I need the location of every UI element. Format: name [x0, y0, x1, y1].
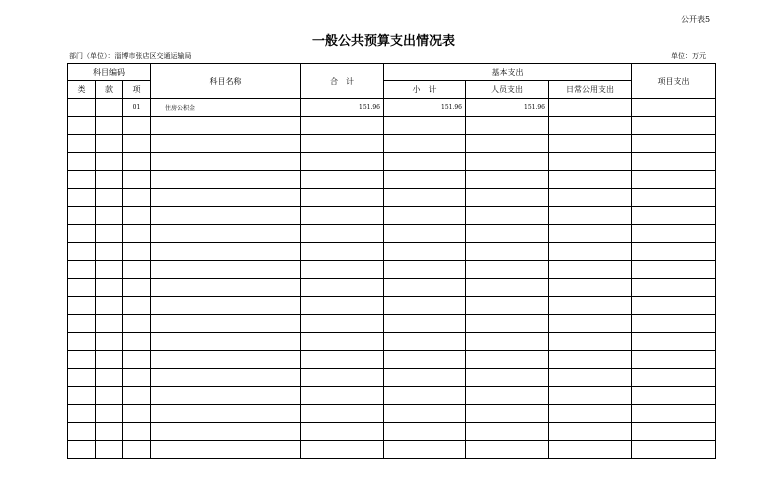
cell-public-expenditure: [549, 333, 632, 351]
cell-subject-name: [151, 297, 301, 315]
cell-kuan: [96, 261, 123, 279]
header-total: 合 计: [301, 64, 384, 99]
header-kuan: 款: [96, 81, 123, 99]
cell-personnel: [466, 225, 549, 243]
cell-subtotal: [384, 333, 466, 351]
cell-xiang: [123, 189, 151, 207]
table-row: [68, 207, 716, 225]
table-row: [68, 279, 716, 297]
cell-project-expenditure: [632, 315, 716, 333]
cell-project-expenditure: [632, 207, 716, 225]
cell-personnel: [466, 171, 549, 189]
cell-lei: [68, 351, 96, 369]
cell-kuan: [96, 279, 123, 297]
cell-project-expenditure: [632, 369, 716, 387]
cell-subtotal: [384, 387, 466, 405]
cell-public-expenditure: [549, 135, 632, 153]
cell-personnel: [466, 333, 549, 351]
header-code-group: 科目编码: [68, 64, 151, 81]
cell-xiang: [123, 387, 151, 405]
cell-project-expenditure: [632, 189, 716, 207]
cell-lei: [68, 315, 96, 333]
cell-public-expenditure: [549, 117, 632, 135]
table-row: [68, 117, 716, 135]
cell-project-expenditure: [632, 441, 716, 459]
table-row: [68, 369, 716, 387]
header-public-expenditure: 日常公用支出: [549, 81, 632, 99]
cell-kuan: [96, 99, 123, 117]
cell-subtotal: [384, 261, 466, 279]
cell-subtotal: [384, 405, 466, 423]
cell-subject-name: [151, 369, 301, 387]
cell-lei: [68, 387, 96, 405]
cell-subtotal: [384, 279, 466, 297]
cell-lei: [68, 243, 96, 261]
cell-project-expenditure: [632, 423, 716, 441]
cell-xiang: [123, 423, 151, 441]
cell-total: [301, 153, 384, 171]
cell-total: [301, 387, 384, 405]
cell-subject-name: [151, 261, 301, 279]
cell-personnel: [466, 315, 549, 333]
table-row: [68, 225, 716, 243]
cell-xiang: [123, 279, 151, 297]
table-row: [68, 423, 716, 441]
cell-kuan: [96, 153, 123, 171]
cell-subject-name: [151, 189, 301, 207]
cell-kuan: [96, 135, 123, 153]
cell-xiang: [123, 207, 151, 225]
cell-public-expenditure: [549, 225, 632, 243]
cell-personnel: [466, 441, 549, 459]
cell-kuan: [96, 243, 123, 261]
cell-total: [301, 261, 384, 279]
cell-total: [301, 423, 384, 441]
cell-lei: [68, 99, 96, 117]
cell-subject-name: [151, 387, 301, 405]
cell-subject-name: [151, 423, 301, 441]
cell-lei: [68, 153, 96, 171]
cell-total: [301, 369, 384, 387]
cell-kuan: [96, 117, 123, 135]
cell-xiang: [123, 261, 151, 279]
header-lei: 类: [68, 81, 96, 99]
table-row: [68, 333, 716, 351]
expenditure-table: [67, 63, 716, 459]
table-row: [68, 153, 716, 171]
cell-lei: [68, 441, 96, 459]
cell-lei: [68, 207, 96, 225]
cell-personnel: [466, 207, 549, 225]
unit-label: 单位：万元: [671, 52, 706, 60]
cell-subtotal: 151.96: [384, 99, 466, 117]
header-subject-name: 科目名称: [151, 64, 301, 99]
cell-personnel: [466, 261, 549, 279]
page-title: 一般公共预算支出情况表: [311, 34, 455, 49]
cell-kuan: [96, 171, 123, 189]
cell-total: [301, 189, 384, 207]
cell-personnel: [466, 405, 549, 423]
cell-personnel: [466, 243, 549, 261]
table-row: [68, 243, 716, 261]
cell-lei: [68, 405, 96, 423]
table-row: [68, 99, 716, 117]
cell-personnel: 151.96: [466, 99, 549, 117]
cell-public-expenditure: [549, 99, 632, 117]
cell-public-expenditure: [549, 315, 632, 333]
cell-subject-name: [151, 153, 301, 171]
cell-lei: [68, 171, 96, 189]
cell-public-expenditure: [549, 441, 632, 459]
cell-lei: [68, 189, 96, 207]
cell-public-expenditure: [549, 207, 632, 225]
cell-subtotal: [384, 189, 466, 207]
cell-lei: [68, 135, 96, 153]
cell-personnel: [466, 153, 549, 171]
cell-total: [301, 171, 384, 189]
cell-public-expenditure: [549, 405, 632, 423]
table-row: [68, 351, 716, 369]
cell-project-expenditure: [632, 279, 716, 297]
cell-xiang: [123, 135, 151, 153]
cell-subtotal: [384, 243, 466, 261]
cell-kuan: [96, 369, 123, 387]
cell-kuan: [96, 315, 123, 333]
cell-kuan: [96, 405, 123, 423]
cell-personnel: [466, 387, 549, 405]
cell-project-expenditure: [632, 171, 716, 189]
cell-xiang: 01: [123, 99, 151, 117]
cell-total: [301, 117, 384, 135]
cell-kuan: [96, 189, 123, 207]
cell-kuan: [96, 297, 123, 315]
header-basic-expenditure: 基本支出: [384, 64, 632, 81]
cell-kuan: [96, 423, 123, 441]
cell-total: [301, 405, 384, 423]
cell-personnel: [466, 369, 549, 387]
cell-total: [301, 315, 384, 333]
table-row: [68, 405, 716, 423]
cell-xiang: [123, 315, 151, 333]
cell-total: [301, 225, 384, 243]
cell-total: [301, 441, 384, 459]
cell-xiang: [123, 225, 151, 243]
cell-xiang: [123, 369, 151, 387]
cell-public-expenditure: [549, 387, 632, 405]
cell-subject-name: 住房公积金: [151, 99, 301, 117]
cell-subtotal: [384, 171, 466, 189]
header-project-expenditure: 项目支出: [632, 64, 716, 99]
cell-personnel: [466, 423, 549, 441]
table-row: [68, 315, 716, 333]
cell-lei: [68, 225, 96, 243]
cell-total: [301, 333, 384, 351]
cell-lei: [68, 261, 96, 279]
cell-lei: [68, 117, 96, 135]
table-row: [68, 135, 716, 153]
cell-project-expenditure: [632, 387, 716, 405]
header-xiang: 项: [123, 81, 151, 99]
header-subtotal: 小 计: [384, 81, 466, 99]
cell-subject-name: [151, 315, 301, 333]
cell-personnel: [466, 189, 549, 207]
cell-project-expenditure: [632, 261, 716, 279]
cell-public-expenditure: [549, 243, 632, 261]
cell-kuan: [96, 387, 123, 405]
cell-personnel: [466, 117, 549, 135]
cell-kuan: [96, 441, 123, 459]
cell-subtotal: [384, 135, 466, 153]
cell-total: 151.96: [301, 99, 384, 117]
cell-public-expenditure: [549, 171, 632, 189]
cell-subject-name: [151, 351, 301, 369]
cell-project-expenditure: [632, 99, 716, 117]
cell-xiang: [123, 405, 151, 423]
cell-subtotal: [384, 225, 466, 243]
table-row: [68, 189, 716, 207]
cell-subject-name: [151, 171, 301, 189]
cell-xiang: [123, 333, 151, 351]
cell-subject-name: [151, 333, 301, 351]
cell-subject-name: [151, 243, 301, 261]
cell-subtotal: [384, 423, 466, 441]
cell-xiang: [123, 117, 151, 135]
cell-public-expenditure: [549, 261, 632, 279]
cell-subtotal: [384, 297, 466, 315]
table-row: [68, 297, 716, 315]
table-row: [68, 441, 716, 459]
cell-lei: [68, 423, 96, 441]
cell-subject-name: [151, 405, 301, 423]
cell-xiang: [123, 297, 151, 315]
cell-project-expenditure: [632, 135, 716, 153]
cell-total: [301, 207, 384, 225]
table-row: [68, 387, 716, 405]
cell-subtotal: [384, 369, 466, 387]
form-number: 公开表5: [681, 15, 711, 24]
cell-public-expenditure: [549, 279, 632, 297]
cell-subject-name: [151, 135, 301, 153]
cell-project-expenditure: [632, 405, 716, 423]
cell-subject-name: [151, 225, 301, 243]
cell-total: [301, 279, 384, 297]
cell-kuan: [96, 351, 123, 369]
cell-kuan: [96, 333, 123, 351]
cell-xiang: [123, 441, 151, 459]
cell-personnel: [466, 135, 549, 153]
table-row: [68, 171, 716, 189]
cell-project-expenditure: [632, 333, 716, 351]
cell-personnel: [466, 297, 549, 315]
table-row: [68, 261, 716, 279]
cell-project-expenditure: [632, 153, 716, 171]
cell-subject-name: [151, 279, 301, 297]
cell-personnel: [466, 351, 549, 369]
cell-personnel: [466, 279, 549, 297]
cell-xiang: [123, 351, 151, 369]
cell-subtotal: [384, 441, 466, 459]
cell-project-expenditure: [632, 243, 716, 261]
cell-public-expenditure: [549, 423, 632, 441]
cell-lei: [68, 333, 96, 351]
cell-subtotal: [384, 153, 466, 171]
cell-total: [301, 135, 384, 153]
header-personnel: 人员支出: [466, 81, 549, 99]
cell-lei: [68, 369, 96, 387]
cell-project-expenditure: [632, 297, 716, 315]
cell-lei: [68, 279, 96, 297]
cell-subject-name: [151, 441, 301, 459]
cell-total: [301, 297, 384, 315]
cell-kuan: [96, 207, 123, 225]
cell-xiang: [123, 153, 151, 171]
cell-subtotal: [384, 351, 466, 369]
cell-public-expenditure: [549, 369, 632, 387]
cell-project-expenditure: [632, 117, 716, 135]
cell-xiang: [123, 243, 151, 261]
cell-subject-name: [151, 117, 301, 135]
cell-project-expenditure: [632, 351, 716, 369]
cell-public-expenditure: [549, 189, 632, 207]
cell-total: [301, 243, 384, 261]
cell-public-expenditure: [549, 297, 632, 315]
cell-lei: [68, 297, 96, 315]
cell-public-expenditure: [549, 351, 632, 369]
cell-subtotal: [384, 315, 466, 333]
cell-subtotal: [384, 207, 466, 225]
cell-public-expenditure: [549, 153, 632, 171]
cell-total: [301, 351, 384, 369]
cell-project-expenditure: [632, 225, 716, 243]
cell-kuan: [96, 225, 123, 243]
cell-subtotal: [384, 117, 466, 135]
cell-xiang: [123, 171, 151, 189]
cell-subject-name: [151, 207, 301, 225]
department-label: 部门（单位）：淄博市张店区交通运输局: [69, 52, 192, 60]
